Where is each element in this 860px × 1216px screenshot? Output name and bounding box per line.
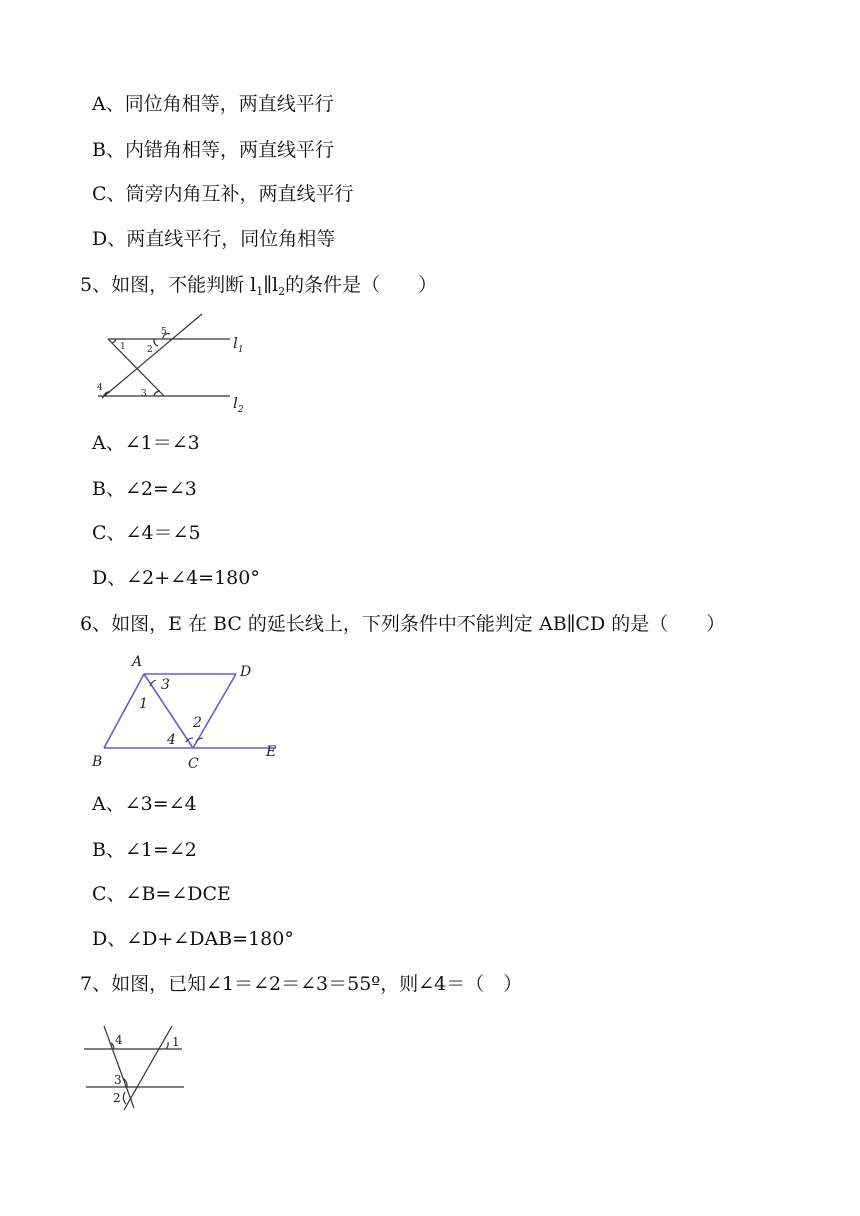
q5-stem-mid: ∥l xyxy=(263,274,279,296)
q6-angle-label-4: 4 xyxy=(167,732,176,748)
q5-stem-after: 的条件是（ ） xyxy=(285,274,438,296)
q5-option-c: C、∠4＝∠5 xyxy=(92,522,201,544)
q6-segment-ab xyxy=(104,674,144,748)
q5-option-a: A、∠1＝∠3 xyxy=(92,432,200,454)
q5-transversal-b xyxy=(102,314,202,398)
q6-point-e: E xyxy=(266,744,277,760)
q6-point-b: B xyxy=(92,754,103,770)
q5-angle-label-2: 2 xyxy=(147,345,153,355)
q5-line-label-l2: $l_2$ xyxy=(233,394,244,415)
q6-angle-label-3: 3 xyxy=(161,677,170,693)
q5-stem xyxy=(80,273,437,304)
q6-stem: 6、如图，E 在 BC 的延长线上，下列条件中不能判定 AB∥CD 的是（ ） xyxy=(80,613,726,635)
q6-option-c: C、∠B=∠DCE xyxy=(92,883,231,905)
q7-angle-label-2: 2 xyxy=(113,1091,121,1105)
q4-option-d: D、两直线平行，同位角相等 xyxy=(92,228,336,250)
q5-stem-sub1: 1 xyxy=(256,285,264,298)
q7-angle-label-1: 1 xyxy=(172,1035,180,1049)
q5-angle-label-4: 4 xyxy=(97,383,103,393)
q7-stem: 7、如图，已知∠1＝∠2＝∠3＝55º，则∠4＝（ ） xyxy=(80,973,523,995)
q6-point-d: D xyxy=(240,664,252,680)
q6-angle-label-2: 2 xyxy=(193,715,202,731)
q4-option-b: B、内错角相等，两直线平行 xyxy=(92,139,334,161)
q5-stem-sub2: 2 xyxy=(278,285,286,298)
q5-line-label-l1: $l_1$ xyxy=(233,334,244,355)
q5-angle-label-1: 1 xyxy=(120,342,126,352)
q6-option-a: A、∠3=∠4 xyxy=(92,793,197,815)
q6-angle-label-1: 1 xyxy=(139,696,148,712)
q6-segment-dc xyxy=(193,674,236,748)
q5-angle-label-3: 3 xyxy=(141,389,147,399)
q7-line-right xyxy=(124,1026,172,1110)
q6-point-c: C xyxy=(188,756,199,772)
q5-transversal-a xyxy=(108,339,164,396)
q6-point-a: A xyxy=(132,654,143,670)
q6-option-d: D、∠D+∠DAB=180° xyxy=(92,928,294,950)
q7-figure xyxy=(80,1020,190,1115)
q6-option-b: B、∠1=∠2 xyxy=(92,839,197,861)
q6-figure xyxy=(90,650,290,775)
q5-option-d: D、∠2+∠4=180° xyxy=(92,567,260,589)
q4-option-a: A、同位角相等，两直线平行 xyxy=(92,93,334,115)
q7-angle-label-3: 3 xyxy=(114,1073,122,1087)
q4-option-c: C、筒旁内角互补，两直线平行 xyxy=(92,183,354,205)
q7-angle-label-4: 4 xyxy=(115,1033,123,1047)
q5-option-b: B、∠2=∠3 xyxy=(92,478,197,500)
q5-stem-before: 5、如图，不能判断 l xyxy=(80,274,257,296)
q5-figure xyxy=(90,312,260,415)
q5-angle-label-5: 5 xyxy=(161,327,167,337)
